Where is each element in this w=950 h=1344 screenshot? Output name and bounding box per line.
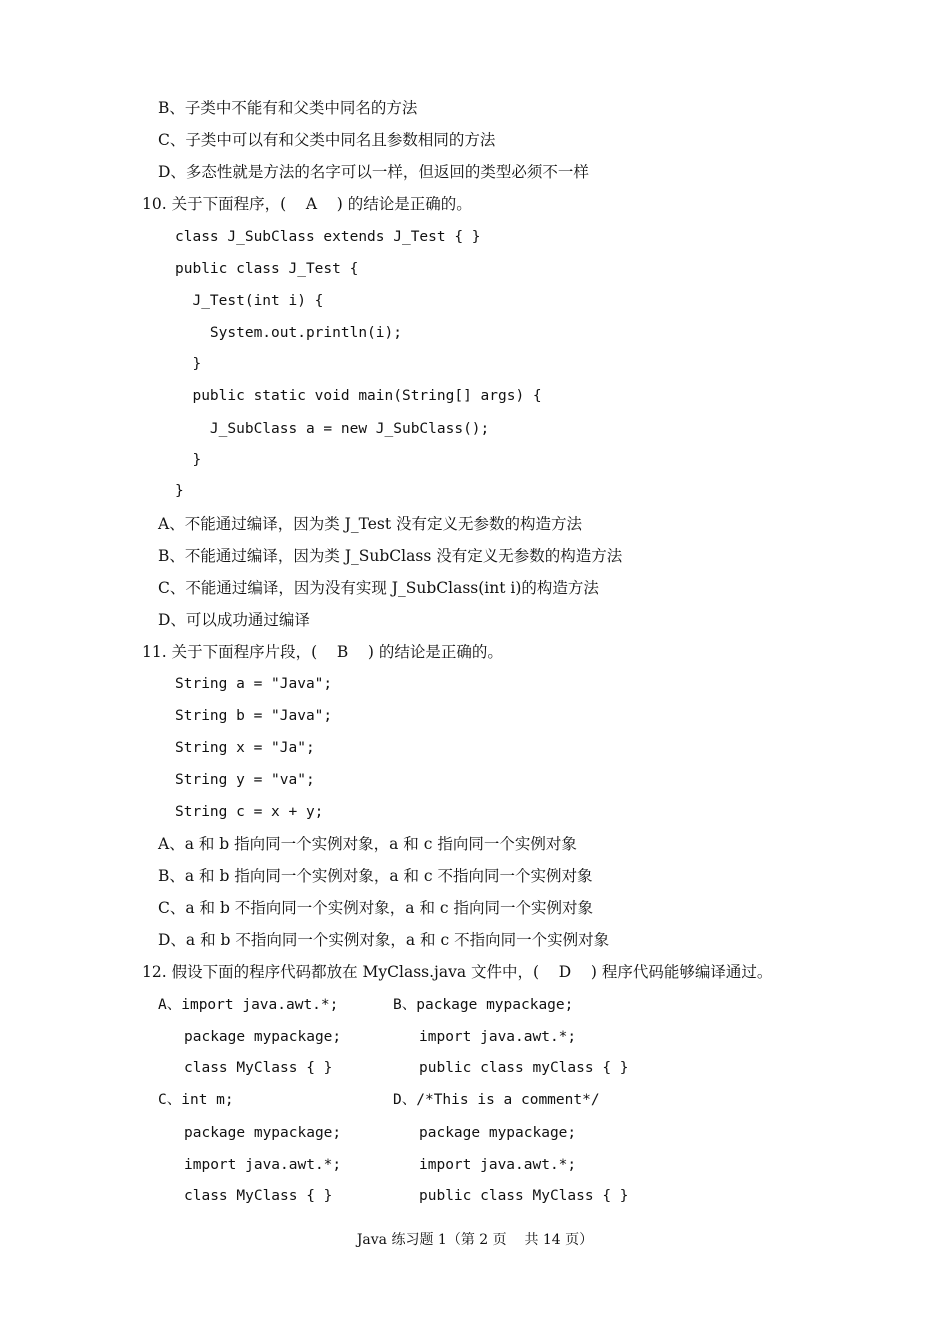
q11-code-line: String b = "Java"; (175, 708, 333, 724)
q10-code-line: } (175, 452, 202, 468)
q12-option-d-line: public class MyClass { } (419, 1188, 629, 1204)
q10-option-d: D、可以成功通过编译 (158, 611, 310, 629)
page-footer: Java 练习题 1（第 2 页 共 14 页） (356, 1232, 594, 1248)
q12-option-a-line: package mypackage; (184, 1029, 342, 1045)
q10-code-line: public static void main(String[] args) { (175, 388, 542, 404)
q11-code-line: String a = "Java"; (175, 676, 333, 692)
q12-option-b-line: public class myClass { } (419, 1060, 629, 1076)
q11-stem: 11. 关于下面程序片段，( B ) 的结论是正确的。 (142, 643, 503, 661)
q10-code-line: System.out.println(i); (175, 325, 402, 341)
q9-option-d: D、多态性就是方法的名字可以一样，但返回的类型必须不一样 (158, 163, 589, 181)
q12-option-a: A、import java.awt.*; (158, 997, 339, 1013)
q10-code-line: public class J_Test { (175, 261, 359, 277)
q11-code-line: String c = x + y; (175, 804, 324, 820)
q11-code-line: String x = "Ja"; (175, 740, 315, 756)
q12-option-d-line: import java.awt.*; (419, 1157, 577, 1173)
q10-code-line: } (175, 483, 184, 499)
q12-option-a-line: class MyClass { } (184, 1060, 333, 1076)
q10-stem: 10. 关于下面程序，( A ) 的结论是正确的。 (142, 195, 472, 213)
q10-code-line: J_SubClass a = new J_SubClass(); (175, 421, 490, 437)
q11-option-b: B、a 和 b 指向同一个实例对象，a 和 c 不指向同一个实例对象 (158, 867, 593, 885)
q12-option-b: B、package mypackage; (393, 997, 574, 1013)
q12-stem: 12. 假设下面的程序代码都放在 MyClass.java 文件中，( D ) 程序代码能够编译通过。 (142, 963, 773, 981)
q11-option-c: C、a 和 b 不指向同一个实例对象，a 和 c 指向同一个实例对象 (158, 899, 594, 917)
q11-code-line: String y = "va"; (175, 772, 315, 788)
q12-option-d: D、/*This is a comment*/ (393, 1092, 600, 1108)
q12-option-c-line: import java.awt.*; (184, 1157, 342, 1173)
q10-option-a: A、不能通过编译，因为类 J_Test 没有定义无参数的构造方法 (158, 515, 583, 533)
q12-option-c-line: package mypackage; (184, 1125, 342, 1141)
q9-option-c: C、子类中可以有和父类中同名且参数相同的方法 (158, 131, 496, 149)
q10-code-line: } (175, 356, 202, 372)
q10-option-b: B、不能通过编译，因为类 J_SubClass 没有定义无参数的构造方法 (158, 547, 623, 565)
q12-option-d-line: package mypackage; (419, 1125, 577, 1141)
q11-option-d: D、a 和 b 不指向同一个实例对象，a 和 c 不指向同一个实例对象 (158, 931, 610, 949)
q10-option-c: C、不能通过编译，因为没有实现 J_SubClass(int i)的构造方法 (158, 579, 599, 597)
q12-option-b-line: import java.awt.*; (419, 1029, 577, 1045)
q9-option-b: B、子类中不能有和父类中同名的方法 (158, 99, 418, 117)
q12-option-c: C、int m; (158, 1092, 234, 1108)
q11-option-a: A、a 和 b 指向同一个实例对象，a 和 c 指向同一个实例对象 (158, 835, 577, 853)
q12-option-c-line: class MyClass { } (184, 1188, 333, 1204)
q10-code-line: J_Test(int i) { (175, 293, 324, 309)
q10-code-line: class J_SubClass extends J_Test { } (175, 229, 481, 245)
